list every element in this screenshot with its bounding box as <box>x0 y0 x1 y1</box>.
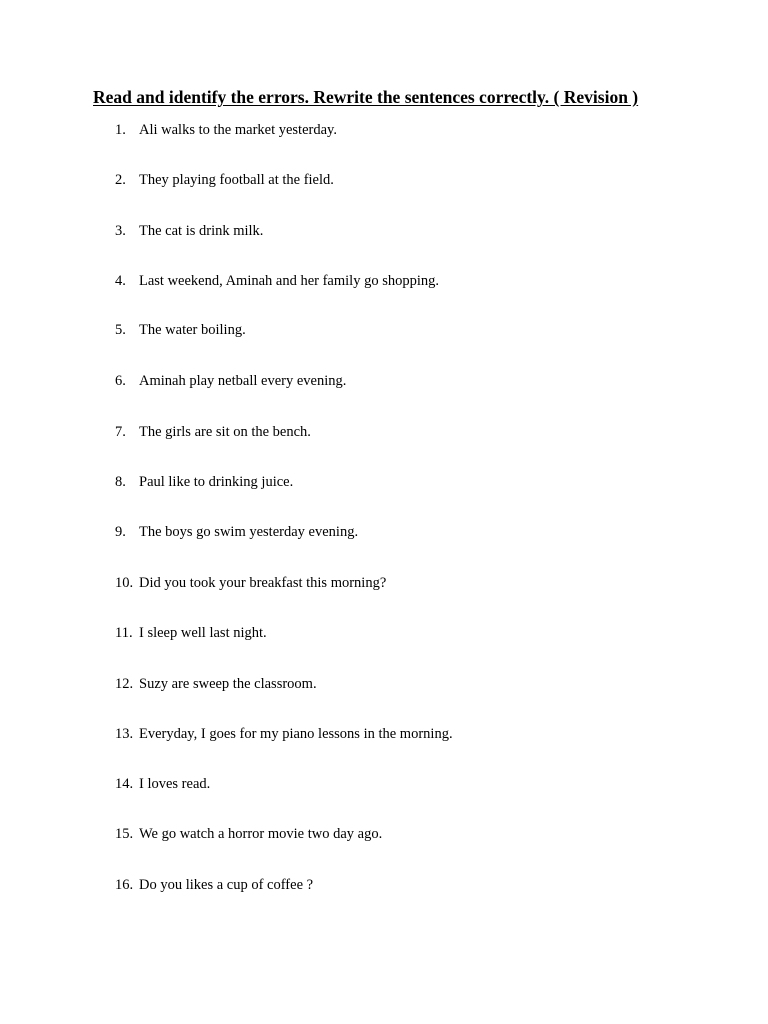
question-item <box>115 222 263 240</box>
question-text: I sleep well last night. <box>139 625 267 641</box>
question-number: 10. <box>115 575 134 591</box>
question-text: Ali walks to the market yesterday. <box>139 122 337 138</box>
question-text: Suzy are sweep the classroom. <box>139 676 317 692</box>
question-number: 14. <box>115 776 134 792</box>
question-item <box>115 321 246 339</box>
question-text: We go watch a horror movie two day ago. <box>139 826 383 842</box>
question-number: 7. <box>115 424 126 440</box>
question-number: 16. <box>115 877 134 893</box>
question-item <box>115 372 346 390</box>
worksheet-title: Read and identify the errors. Rewrite the sentences correctly. ( Revision ) <box>93 87 639 107</box>
question-number: 8. <box>115 474 126 490</box>
question-item <box>115 825 382 843</box>
question-text: Last weekend, Aminah and her family go shopping. <box>139 273 440 289</box>
question-number: 2. <box>115 172 126 188</box>
question-item <box>115 423 311 441</box>
question-number: 15. <box>115 826 134 842</box>
question-number: 4. <box>115 273 126 289</box>
question-item <box>115 574 386 592</box>
question-number: 12. <box>115 676 134 692</box>
question-text: Everyday, I goes for my piano lessons in the morning. <box>139 726 453 742</box>
question-text: The cat is drink milk. <box>139 223 264 239</box>
question-text: They playing football at the field. <box>139 172 334 188</box>
question-text: I loves read. <box>139 776 211 792</box>
question-number: 9. <box>115 524 126 540</box>
question-text: The girls are sit on the bench. <box>139 424 311 440</box>
question-number: 13. <box>115 726 134 742</box>
question-item <box>115 523 358 541</box>
question-item <box>115 675 317 693</box>
question-text: Paul like to drinking juice. <box>139 474 294 490</box>
question-item <box>115 876 313 894</box>
question-number: 6. <box>115 373 126 389</box>
question-number: 3. <box>115 223 126 239</box>
question-text: The boys go swim yesterday evening. <box>139 524 359 540</box>
question-text: Do you likes a cup of coffee ? <box>139 877 314 893</box>
question-text: Aminah play netball every evening. <box>139 373 347 389</box>
question-number: 1. <box>115 122 126 138</box>
question-text: Did you took your breakfast this morning? <box>139 575 387 591</box>
question-item <box>115 272 439 290</box>
question-item <box>115 624 267 642</box>
question-item <box>115 121 337 139</box>
question-number: 5. <box>115 322 126 338</box>
question-number: 11. <box>115 625 133 641</box>
question-item <box>115 775 210 793</box>
question-item <box>115 171 334 189</box>
question-text: The water boiling. <box>139 322 246 338</box>
question-item <box>115 725 453 743</box>
question-item <box>115 473 293 491</box>
